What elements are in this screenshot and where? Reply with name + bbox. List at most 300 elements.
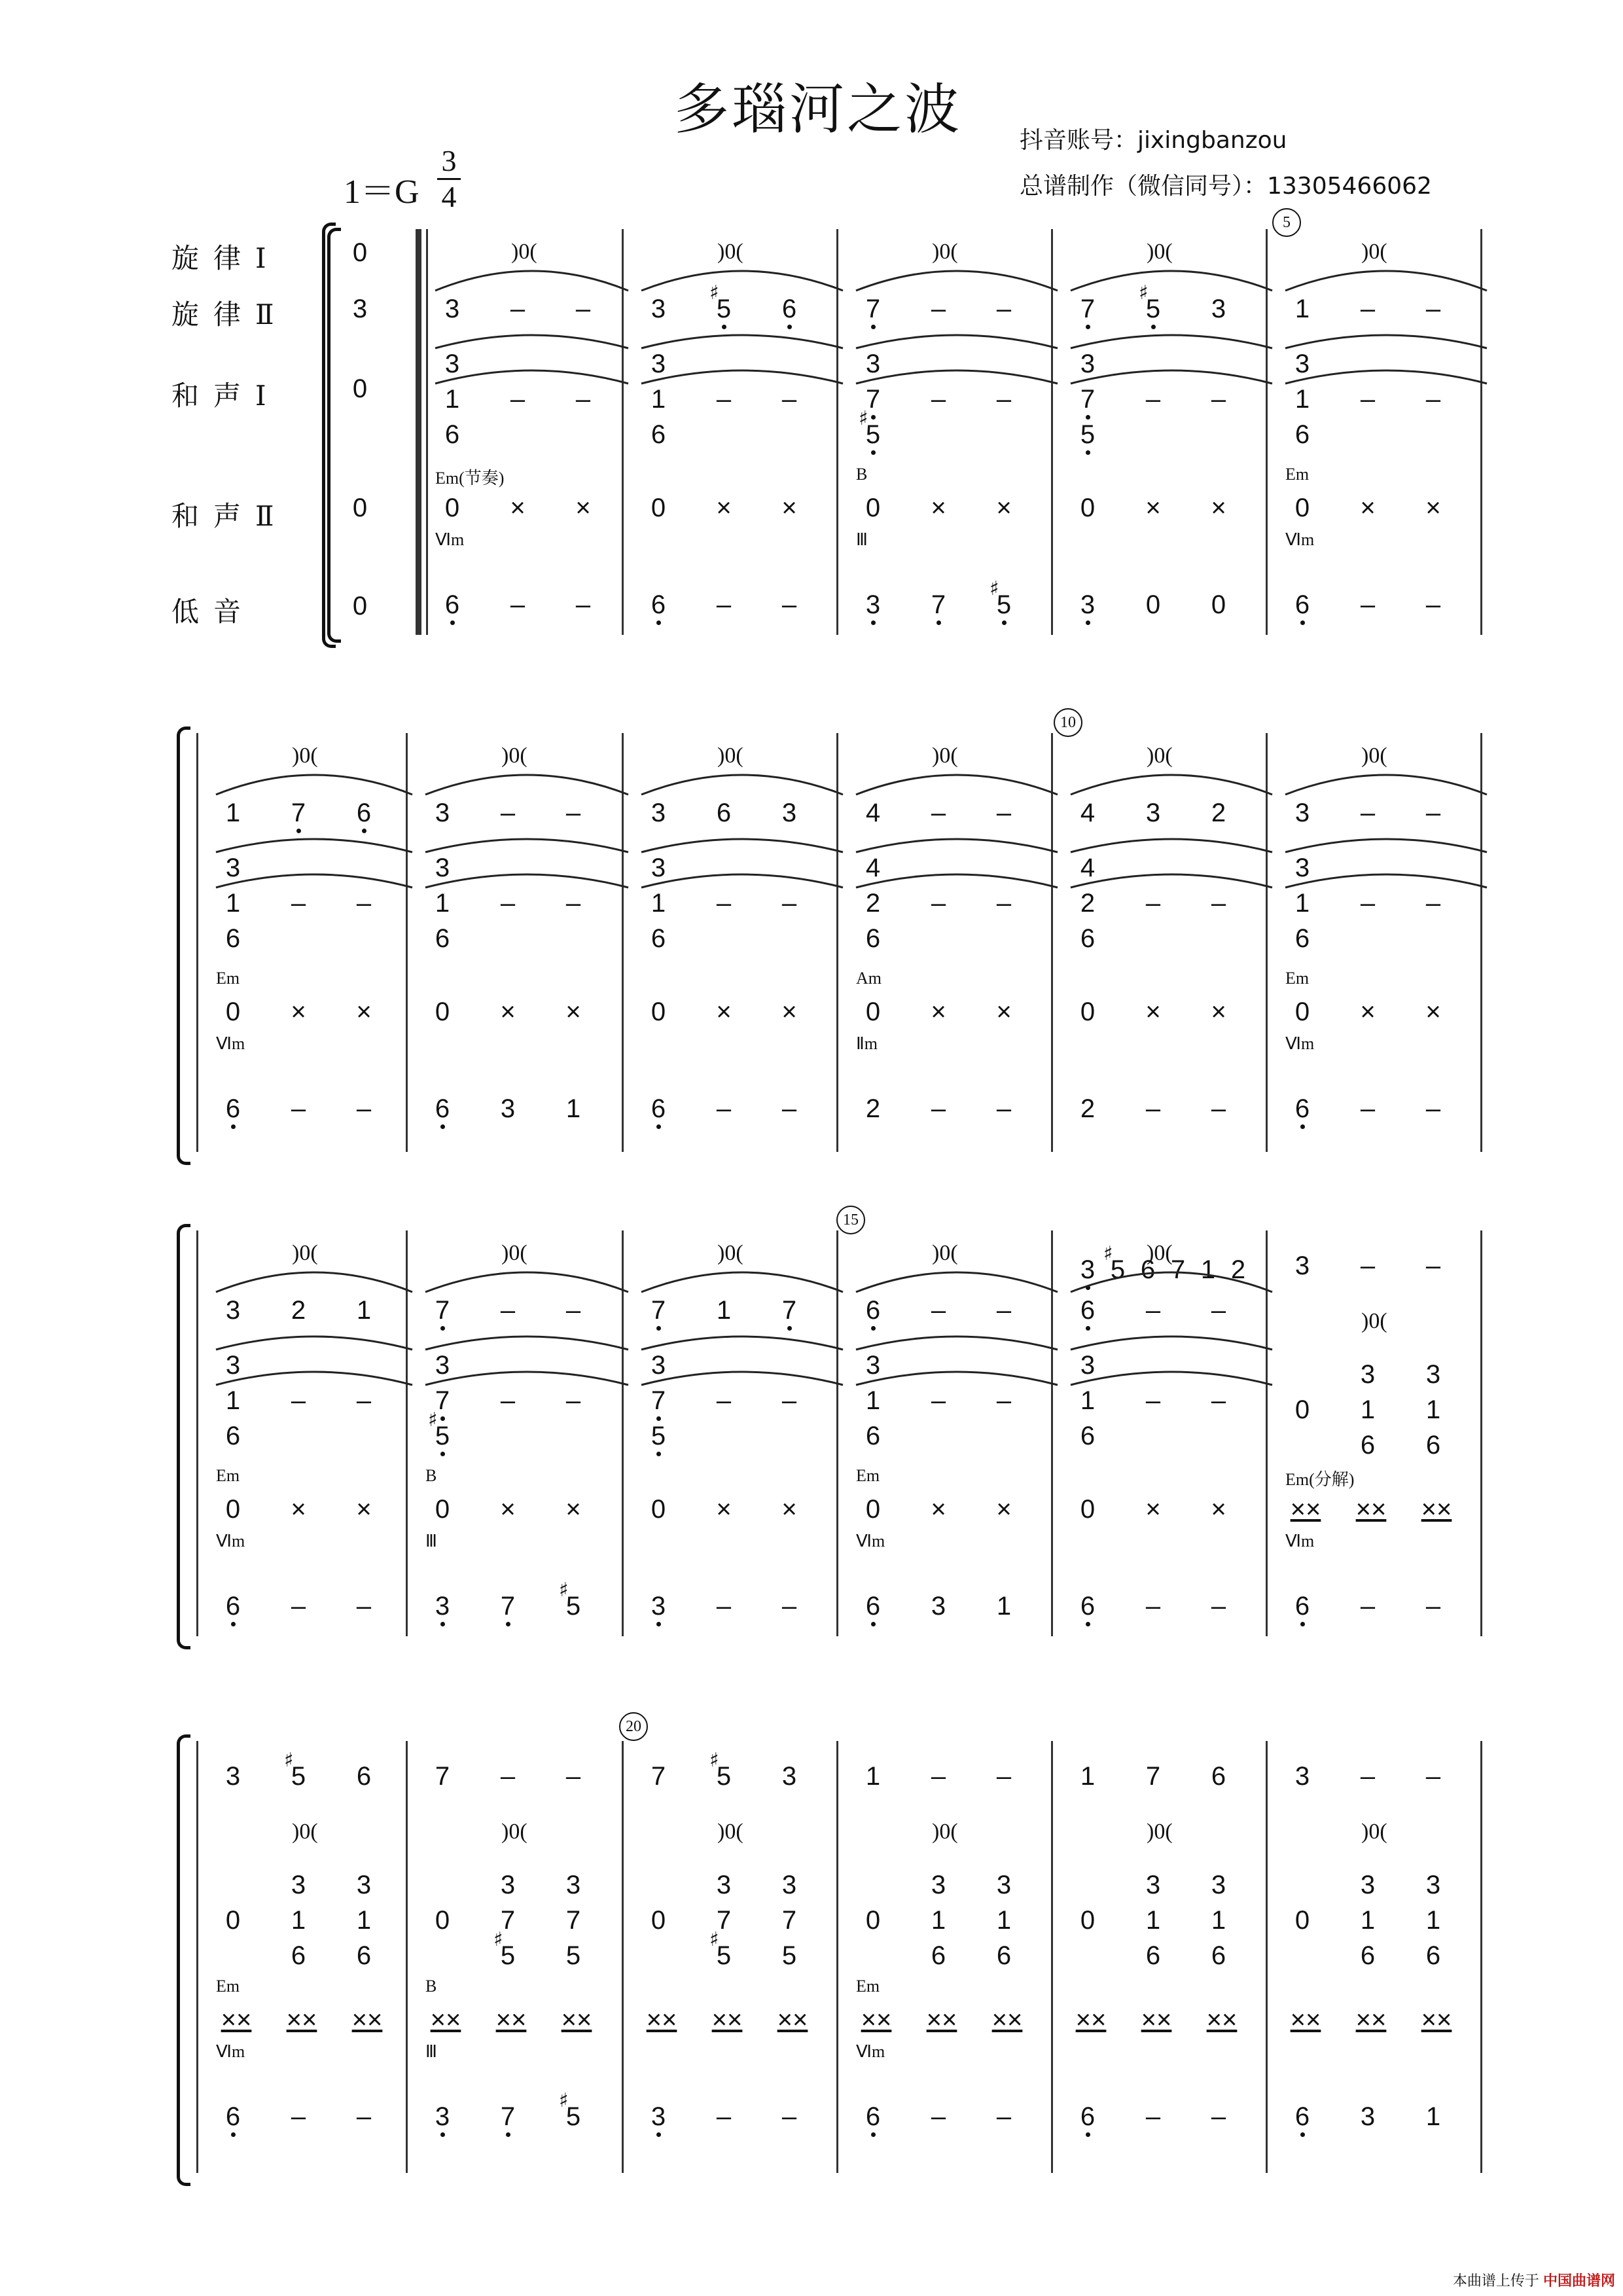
harmony-2-note-m3-1-2: ×× xyxy=(561,2005,592,2034)
harmony-1-note-m3-3-0: 0 xyxy=(865,1906,881,1935)
harmony-2-note-m0-3-2: × xyxy=(1211,493,1226,522)
harmony-2-note-m1-0-1: × xyxy=(291,997,306,1026)
melody-2-note-m1-3-2-dash: – xyxy=(996,798,1012,827)
harmony-1-slur-m0-1-0 xyxy=(641,335,843,348)
harmony-1-slur-m2-2-0 xyxy=(641,1336,843,1350)
bar-line xyxy=(196,1741,198,2173)
harmony-1-note-m2-5-2-0: 3 xyxy=(1425,1360,1441,1389)
breath-mark-m1-2: )0( xyxy=(717,744,743,768)
bar-line xyxy=(622,733,624,1152)
melody-2-note-m2-4-0: 6 xyxy=(1080,1296,1096,1325)
melody-1-note-m3-2-0: 7 xyxy=(651,1762,666,1791)
harmony-1-note-m1-0-2: 6 xyxy=(225,924,241,953)
harmony-1-note-m0-0-1: 1 xyxy=(444,385,460,414)
harmony-1-note-m3-5-1-0: 3 xyxy=(1360,1871,1376,1899)
melody-2-note-m0-2-0-dot xyxy=(871,325,876,329)
melody-2-note-m1-1-2-dash: – xyxy=(565,798,581,827)
harmony-2-note-m1-1-1: × xyxy=(500,997,516,1026)
harmony-1-note-m3-3-1-2: 6 xyxy=(931,1941,946,1970)
harmony-1-note-m1-4-2: 6 xyxy=(1080,924,1096,953)
bass-note-m3-4-1-dash: – xyxy=(1145,2102,1161,2131)
harmony-2-note-m1-4-2: × xyxy=(1211,997,1226,1026)
melody-1-note-m3-2-1-sharp: ♯ xyxy=(709,1749,719,1772)
harmony-1-note-m0-3-b2-dash: – xyxy=(1211,385,1226,414)
harmony-1-note-m1-4-1: 2 xyxy=(1080,889,1096,918)
harmony-1-note-m2-1-2-dot xyxy=(440,1452,445,1456)
bass-note-m1-1-2: 1 xyxy=(565,1094,581,1123)
melody-2-note-m1-2-1: 6 xyxy=(716,798,732,827)
melody-2-note-m0-1-1: 5 xyxy=(716,295,732,323)
harmony-2-note-m0-0-2: × xyxy=(575,493,591,522)
part-label-bass: 低音 xyxy=(171,596,256,628)
melody-2-note-m2-3-2-dash: – xyxy=(996,1296,1012,1325)
melody-2-note-m2-1-0-dot xyxy=(440,1326,445,1331)
bass-note-m1-5-0: 6 xyxy=(1294,1094,1310,1123)
bass-note-m0-4-2-dash: – xyxy=(1425,590,1441,619)
harmony-2-note-m1-2-2: × xyxy=(781,997,797,1026)
harmony-1-note-m0-3-2-dot xyxy=(1086,450,1090,455)
harmony-2-note-m1-4-0: 0 xyxy=(1080,997,1096,1026)
bass-note-m3-1-2: 5 xyxy=(565,2102,581,2131)
harmony-1-note-m3-5-2-1: 1 xyxy=(1425,1906,1441,1935)
bass-note-m1-5-1-dash: – xyxy=(1360,1094,1376,1123)
part-label-harmony-1: 和声Ⅰ xyxy=(171,380,281,412)
harmony-1-slur-m0-4-0 xyxy=(1285,335,1487,348)
bass-note-m3-3-0: 6 xyxy=(865,2102,881,2131)
harmony-1-note-m0-0-b1-dash: – xyxy=(510,385,526,414)
bass-note-m3-0-1-dash: – xyxy=(291,2102,306,2131)
harmony-2-note-m3-5-2: ×× xyxy=(1421,2005,1452,2034)
harmony-2-note-m2-5-2: ×× xyxy=(1421,1495,1452,1524)
harmony-1-note-m0-2-2-dot xyxy=(871,450,876,455)
breath-mark-m0-0: )0( xyxy=(511,240,537,264)
melody-1-note-m3-5-1-dash: – xyxy=(1360,1762,1376,1791)
melody-2-slur-m0-0 xyxy=(435,271,628,291)
harmony-1-note-m1-2-1: 1 xyxy=(651,889,666,918)
breath-mark-m2-3: )0( xyxy=(932,1241,958,1265)
bass-note-m3-3-0-dot xyxy=(871,2132,876,2137)
melody-2-note-m2-1-2-dash: – xyxy=(565,1296,581,1325)
harmony-2-note-m1-1-0: 0 xyxy=(435,997,450,1026)
bar-line xyxy=(1266,1741,1268,2173)
bass-note-m2-5-0: 6 xyxy=(1294,1592,1310,1621)
melody-2-slur-m1-2 xyxy=(641,775,843,795)
melody-1-note-m3-2-2: 3 xyxy=(781,1762,797,1791)
roman-numeral-m2-5: Ⅵm xyxy=(1285,1532,1315,1551)
breath-mark-m1-0: )0( xyxy=(292,744,318,768)
bass-note-m0-2-0-dot xyxy=(871,620,876,625)
melody-2-note-m0-3-0-dot xyxy=(1086,325,1090,329)
harmony-1-note-m0-0-0: 3 xyxy=(444,350,460,378)
harmony-2-note-m0-2-2: × xyxy=(996,493,1012,522)
rehearsal-mark: 15 xyxy=(836,1206,865,1234)
bass-note-m2-3-0: 6 xyxy=(865,1592,881,1621)
harmony-1-note-m3-0-0: 0 xyxy=(225,1906,241,1935)
harmony-1-note-m0-3-1-dot xyxy=(1086,415,1090,420)
melody-2-note-m0-0-0: 3 xyxy=(444,295,460,323)
bass-note-m2-1-1-dot xyxy=(506,1622,510,1626)
bass-note-m3-1-0: 3 xyxy=(435,2102,450,2131)
melody-2-note-m2-3-0: 6 xyxy=(865,1296,881,1325)
melody-1-note-m3-1-0: 7 xyxy=(435,1762,450,1791)
bass-note-m3-5-2: 1 xyxy=(1425,2102,1441,2131)
bass-note-m0-2-2: 5 xyxy=(996,590,1012,619)
time-bottom: 4 xyxy=(441,180,457,213)
bass-note-m3-4-2-dash: – xyxy=(1211,2102,1226,2131)
harmony-1-note-m3-2-2-0: 3 xyxy=(781,1871,797,1899)
breath-mark-m2-0: )0( xyxy=(292,1241,318,1265)
system-bracket-inner xyxy=(327,228,341,643)
pickup-bass: 0 xyxy=(352,592,368,620)
harmony-2-note-m2-3-1: × xyxy=(931,1495,946,1524)
bass-note-m0-3-0-dot xyxy=(1086,620,1090,625)
chord-symbol-m0-2: B xyxy=(856,465,868,484)
chord-symbol-m1-0: Em xyxy=(216,969,240,988)
harmony-2-note-m3-2-2: ×× xyxy=(777,2005,808,2034)
harmony-1-note-m3-1-1-2-sharp: ♯ xyxy=(493,1928,503,1951)
bass-note-m2-2-0: 3 xyxy=(651,1592,666,1621)
harmony-1-note-m3-1-2-1: 7 xyxy=(565,1906,581,1935)
harmony-2-note-m3-2-1: ×× xyxy=(711,2005,743,2034)
melody-1-note-m3-5-0: 3 xyxy=(1294,1762,1310,1791)
melody-2-slur-m0-2 xyxy=(856,271,1058,291)
account-info: 抖音账号：jixingbanzou xyxy=(1020,127,1287,154)
rehearsal-mark: 20 xyxy=(619,1712,648,1741)
melody-2-note-m2-2-1: 1 xyxy=(716,1296,732,1325)
system-bracket xyxy=(177,726,190,1165)
bass-note-m1-3-0: 2 xyxy=(865,1094,881,1123)
maker-info: 总谱制作（微信同号）：13305466062 xyxy=(1020,173,1432,200)
harmony-2-note-m0-4-2: × xyxy=(1425,493,1441,522)
pickup-melody-2: 3 xyxy=(352,295,368,323)
harmony-1-note-m3-1-2-0: 3 xyxy=(565,1871,581,1899)
harmony-1-note-m3-5-1-1: 1 xyxy=(1360,1906,1376,1935)
harmony-2-note-m2-5-1: ×× xyxy=(1355,1495,1387,1524)
bass-note-m2-5-1-dash: – xyxy=(1360,1592,1376,1621)
melody-2-note-m2-0-2: 1 xyxy=(356,1296,372,1325)
harmony-2-note-m1-3-1: × xyxy=(931,997,946,1026)
harmony-1-note-m2-2-2-dot xyxy=(656,1452,661,1456)
roman-numeral-m3-0: Ⅵm xyxy=(216,2042,245,2061)
breath-mark-m2-1: )0( xyxy=(501,1241,527,1265)
bass-note-m2-0-2-dash: – xyxy=(356,1592,372,1621)
harmony-1-note-m0-1-1: 1 xyxy=(651,385,666,414)
melody-2-note-m0-1-1-sharp: ♯ xyxy=(709,281,719,304)
harmony-2-note-m1-0-2: × xyxy=(356,997,372,1026)
bass-note-m1-4-1-dash: – xyxy=(1145,1094,1161,1123)
melody-2-note-m0-0-1-dash: – xyxy=(510,295,526,323)
harmony-1-note-m0-2-2-sharp: ♯ xyxy=(859,407,868,430)
bass-note-m3-3-2-dash: – xyxy=(996,2102,1012,2131)
harmony-2-note-m3-4-1: ×× xyxy=(1141,2005,1172,2034)
melody-2-note-m2-1-1-dash: – xyxy=(500,1296,516,1325)
bass-note-m3-1-1: 7 xyxy=(500,2102,516,2131)
harmony-1-note-m0-4-b1-dash: – xyxy=(1360,385,1376,414)
harmony-2-note-m2-1-2: × xyxy=(565,1495,581,1524)
bass-note-m3-2-0-dot xyxy=(656,2132,661,2137)
bass-note-m2-5-0-dot xyxy=(1300,1622,1305,1626)
melody-2-note-m1-4-0: 4 xyxy=(1080,798,1096,827)
melody-2-slur-m2-1 xyxy=(425,1272,628,1292)
harmony-1-note-m1-0-b1-dash: – xyxy=(291,889,306,918)
harmony-2-note-m3-1-0: ×× xyxy=(430,2005,461,2034)
melody-2-note-m0-3-2: 3 xyxy=(1211,295,1226,323)
breath-mark-m2-2: )0( xyxy=(717,1241,743,1265)
bass-note-m0-3-2: 0 xyxy=(1211,590,1226,619)
harmony-1-note-m2-2-2: 5 xyxy=(651,1422,666,1450)
harmony-1-slur-m2-1-0 xyxy=(425,1336,628,1350)
score-title: 多瑙河之波 xyxy=(674,77,963,141)
melody-1-note-m2-5-0: 3 xyxy=(1294,1251,1310,1280)
melody-2-slur-m0-4 xyxy=(1285,271,1487,291)
harmony-1-note-m3-4-2-1: 1 xyxy=(1211,1906,1226,1935)
site-logo: 中国曲谱网 xyxy=(1543,2272,1615,2289)
melody-2-note-m0-2-1-dash: – xyxy=(931,295,946,323)
bass-note-m3-2-0: 3 xyxy=(651,2102,666,2131)
melody-1-note-m3-1-1-dash: – xyxy=(500,1762,516,1791)
harmony-2-note-m0-1-0: 0 xyxy=(651,493,666,522)
bar-line xyxy=(1266,1230,1268,1636)
harmony-1-note-m3-2-1-2-sharp: ♯ xyxy=(709,1928,719,1951)
melody-2-note-m0-4-0: 1 xyxy=(1294,295,1310,323)
harmony-2-note-m1-0-0: 0 xyxy=(225,997,241,1026)
bass-note-m0-2-2-sharp: ♯ xyxy=(990,577,999,600)
bar-line xyxy=(1051,229,1053,635)
harmony-1-note-m2-4-b1-dash: – xyxy=(1145,1386,1161,1415)
breath-mark-m1-3: )0( xyxy=(932,744,958,768)
bass-note-m2-3-2: 1 xyxy=(996,1592,1012,1621)
harmony-1-note-m1-3-1: 2 xyxy=(865,889,881,918)
melody-2-note-m0-4-2-dash: – xyxy=(1425,295,1441,323)
bass-note-m1-4-2-dash: – xyxy=(1211,1094,1226,1123)
harmony-2-note-m0-1-1: × xyxy=(716,493,732,522)
bar-line xyxy=(622,1230,624,1636)
harmony-1-note-m3-4-1-2: 6 xyxy=(1145,1941,1161,1970)
roman-numeral-m2-0: Ⅵm xyxy=(216,1532,245,1551)
chord-symbol-m0-0: Em(节奏) xyxy=(435,469,505,488)
bass-note-m2-1-0-dot xyxy=(440,1622,445,1626)
bar-line xyxy=(836,1230,838,1636)
harmony-2-note-m2-0-1: × xyxy=(291,1495,306,1524)
bar-line xyxy=(1266,229,1268,635)
harmony-1-note-m1-2-b1-dash: – xyxy=(716,889,732,918)
melody-2-note-m0-2-2-dash: – xyxy=(996,295,1012,323)
harmony-1-note-m0-1-0: 3 xyxy=(651,350,666,378)
harmony-1-note-m1-2-b2-dash: – xyxy=(781,889,797,918)
harmony-1-note-m1-1-b2-dash: – xyxy=(565,889,581,918)
harmony-1-note-m2-5-1-2: 6 xyxy=(1360,1431,1376,1460)
melody-1-note-m3-4-1: 7 xyxy=(1145,1762,1161,1791)
melody-1-note-m2-4-2: 6 xyxy=(1140,1255,1156,1284)
bass-note-m1-3-1-dash: – xyxy=(931,1094,946,1123)
harmony-1-note-m1-1-0: 3 xyxy=(435,853,450,882)
bass-note-m0-4-0-dot xyxy=(1300,620,1305,625)
harmony-1-note-m1-0-1: 1 xyxy=(225,889,241,918)
melody-2-slur-m1-3 xyxy=(856,775,1058,795)
harmony-1-note-m0-0-b2-dash: – xyxy=(575,385,591,414)
harmony-2-note-m1-3-2: × xyxy=(996,997,1012,1026)
harmony-1-note-m2-5-2-2: 6 xyxy=(1425,1431,1441,1460)
melody-2-note-m1-4-2: 2 xyxy=(1211,798,1226,827)
harmony-1-note-m1-3-0: 4 xyxy=(865,853,881,882)
harmony-1-note-m3-5-1-2: 6 xyxy=(1360,1941,1376,1970)
melody-2-note-m1-3-0: 4 xyxy=(865,798,881,827)
harmony-1-note-m2-3-1: 1 xyxy=(865,1386,881,1415)
harmony-1-note-m1-4-0: 4 xyxy=(1080,853,1096,882)
chord-symbol-m3-1: B xyxy=(425,1977,437,1996)
melody-1-note-m2-4-0-dot xyxy=(1086,1285,1090,1290)
harmony-1-note-m1-3-2: 6 xyxy=(865,924,881,953)
melody-1-note-m3-4-0: 1 xyxy=(1080,1762,1096,1791)
harmony-2-note-m3-3-1: ×× xyxy=(926,2005,957,2034)
bass-note-m3-2-1-dash: – xyxy=(716,2102,732,2131)
breath-mark-m1-1: )0( xyxy=(501,744,527,768)
melody-2-note-m2-3-1-dash: – xyxy=(931,1296,946,1325)
melody-1-note-m3-3-0: 1 xyxy=(865,1762,881,1791)
bass-note-m0-4-0: 6 xyxy=(1294,590,1310,619)
bar-line xyxy=(1480,1230,1482,1636)
harmony-1-note-m0-2-1-dot xyxy=(871,415,876,420)
melody-2-note-m0-1-2-dot xyxy=(787,325,792,329)
harmony-1-slur-m2-0-0 xyxy=(216,1336,412,1350)
harmony-1-note-m3-3-1-1: 1 xyxy=(931,1906,946,1935)
melody-2-slur-m2-3 xyxy=(856,1272,1058,1292)
harmony-1-note-m3-0-2-1: 1 xyxy=(356,1906,372,1935)
bass-note-m1-0-0-dot xyxy=(231,1124,236,1129)
harmony-1-note-m0-4-b2-dash: – xyxy=(1425,385,1441,414)
bar-line xyxy=(406,1230,408,1636)
bass-note-m1-0-2-dash: – xyxy=(356,1094,372,1123)
bass-note-m3-0-0: 6 xyxy=(225,2102,241,2131)
bass-note-m1-1-0: 6 xyxy=(435,1094,450,1123)
roman-numeral-m0-0: Ⅵm xyxy=(435,530,465,549)
bass-note-m1-2-0: 6 xyxy=(651,1094,666,1123)
bass-note-m2-0-0-dot xyxy=(231,1622,236,1626)
bass-note-m1-5-0-dot xyxy=(1300,1124,1305,1129)
bar-line xyxy=(1266,733,1268,1152)
bass-note-m1-2-2-dash: – xyxy=(781,1094,797,1123)
breath-mark-m0-3: )0( xyxy=(1147,240,1173,264)
harmony-1-note-m2-3-0: 3 xyxy=(865,1351,881,1380)
melody-2-note-m0-3-1: 5 xyxy=(1145,295,1161,323)
bass-note-m0-3-0: 3 xyxy=(1080,590,1096,619)
harmony-2-note-m0-1-2: × xyxy=(781,493,797,522)
harmony-2-note-m0-3-0: 0 xyxy=(1080,493,1096,522)
melody-2-note-m2-2-2: 7 xyxy=(781,1296,797,1325)
harmony-1-note-m3-4-1-1: 1 xyxy=(1145,1906,1161,1935)
bar-line xyxy=(406,733,408,1152)
bass-note-m2-0-0: 6 xyxy=(225,1592,241,1621)
bass-note-m1-0-0: 6 xyxy=(225,1094,241,1123)
bass-note-m2-3-1: 3 xyxy=(931,1592,946,1621)
harmony-2-note-m3-0-2: ×× xyxy=(351,2005,383,2034)
bar-line xyxy=(836,1741,838,2173)
harmony-1-note-m3-0-2-2: 6 xyxy=(356,1941,372,1970)
harmony-2-note-m1-1-2: × xyxy=(565,997,581,1026)
bass-note-m3-5-1: 3 xyxy=(1360,2102,1376,2131)
melody-2-note-m2-4-0-dot xyxy=(1086,1326,1090,1331)
harmony-1-note-m3-1-2-2: 5 xyxy=(565,1941,581,1970)
harmony-1-note-m0-3-2: 5 xyxy=(1080,420,1096,449)
melody-1-note-m3-0-2: 6 xyxy=(356,1762,372,1791)
melody-2-note-m1-0-1-dot xyxy=(296,829,301,833)
harmony-1-slur-m1-5-0 xyxy=(1285,839,1487,852)
melody-1-note-m2-4-1: 5 xyxy=(1110,1255,1126,1284)
harmony-2-note-m1-3-0: 0 xyxy=(865,997,881,1026)
bar-line xyxy=(406,1741,408,2173)
part-label-melody-1: 旋律Ⅰ xyxy=(171,242,281,274)
bass-note-m0-0-1-dash: – xyxy=(510,590,526,619)
harmony-1-note-m3-0-1-0: 3 xyxy=(291,1871,306,1899)
harmony-1-slur-m0-2-0 xyxy=(856,335,1058,348)
harmony-1-note-m0-2-b2-dash: – xyxy=(996,385,1012,414)
bar-line xyxy=(622,1741,624,2173)
harmony-2-note-m2-5-0: ×× xyxy=(1290,1495,1321,1524)
harmony-2-note-m3-4-0: ×× xyxy=(1075,2005,1107,2034)
melody-2-note-m2-0-0: 3 xyxy=(225,1296,241,1325)
melody-2-note-m1-1-0: 3 xyxy=(435,798,450,827)
bass-note-m0-1-0: 6 xyxy=(651,590,666,619)
melody-1-note-m3-0-1: 5 xyxy=(291,1762,306,1791)
harmony-2-note-m2-2-0: 0 xyxy=(651,1495,666,1524)
melody-2-note-m0-4-1-dash: – xyxy=(1360,295,1376,323)
footer xyxy=(1453,2270,1615,2290)
melody-2-slur-m0-3 xyxy=(1071,271,1272,291)
harmony-1-note-m2-1-1-dot xyxy=(440,1416,445,1421)
harmony-1-note-m1-5-0: 3 xyxy=(1294,853,1310,882)
harmony-1-note-m3-5-0: 0 xyxy=(1294,1906,1310,1935)
harmony-1-note-m0-3-0: 3 xyxy=(1080,350,1096,378)
time-signature xyxy=(436,144,462,214)
breath-mark-m0-1: )0( xyxy=(717,240,743,264)
harmony-1-slur-m0-3-0 xyxy=(1071,335,1272,348)
bar-line xyxy=(1051,733,1053,1152)
harmony-1-note-m2-4-1: 1 xyxy=(1080,1386,1096,1415)
harmony-1-note-m2-4-2: 6 xyxy=(1080,1422,1096,1450)
harmony-1-note-m2-2-0: 3 xyxy=(651,1351,666,1380)
harmony-1-note-m3-4-2-0: 3 xyxy=(1211,1871,1226,1899)
melody-2-note-m0-1-0: 3 xyxy=(651,295,666,323)
melody-2-note-m1-0-1: 7 xyxy=(291,798,306,827)
harmony-1-slur-m1-1-0 xyxy=(425,839,628,852)
roman-numeral-m2-1: Ⅲ xyxy=(425,1532,437,1551)
chord-symbol-m2-0: Em xyxy=(216,1466,240,1485)
harmony-1-note-m3-0-1-1: 1 xyxy=(291,1906,306,1935)
rehearsal-mark: 10 xyxy=(1054,708,1082,737)
bass-note-m0-1-1-dash: – xyxy=(716,590,732,619)
breath-mark-m0-4: )0( xyxy=(1361,240,1387,264)
roman-numeral-m3-1: Ⅲ xyxy=(425,2042,437,2061)
bass-note-m3-1-0-dot xyxy=(440,2132,445,2137)
harmony-1-note-m2-3-b2-dash: – xyxy=(996,1386,1012,1415)
harmony-1-note-m1-4-b1-dash: – xyxy=(1145,889,1161,918)
harmony-1-note-m3-3-2-0: 3 xyxy=(996,1871,1012,1899)
harmony-2-note-m3-2-0: ×× xyxy=(646,2005,677,2034)
harmony-1-note-m0-2-2: 5 xyxy=(865,420,881,449)
roman-numeral-m0-2: Ⅲ xyxy=(856,530,868,549)
melody-1-note-m2-4-4: 1 xyxy=(1200,1255,1216,1284)
harmony-1-note-m0-4-1: 1 xyxy=(1294,385,1310,414)
bass-note-m2-5-2-dash: – xyxy=(1425,1592,1441,1621)
melody-2-note-m2-4-2-dash: – xyxy=(1211,1296,1226,1325)
breath-mark-m3-3: )0( xyxy=(932,1820,958,1844)
harmony-1-note-m2-3-b1-dash: – xyxy=(931,1386,946,1415)
bass-note-m3-1-1-dot xyxy=(506,2132,510,2137)
melody-1-note-m2-4-3: 7 xyxy=(1170,1255,1186,1284)
bass-note-m2-1-1: 7 xyxy=(500,1592,516,1621)
bar-line xyxy=(196,733,198,1152)
harmony-1-note-m3-1-0: 0 xyxy=(435,1906,450,1935)
